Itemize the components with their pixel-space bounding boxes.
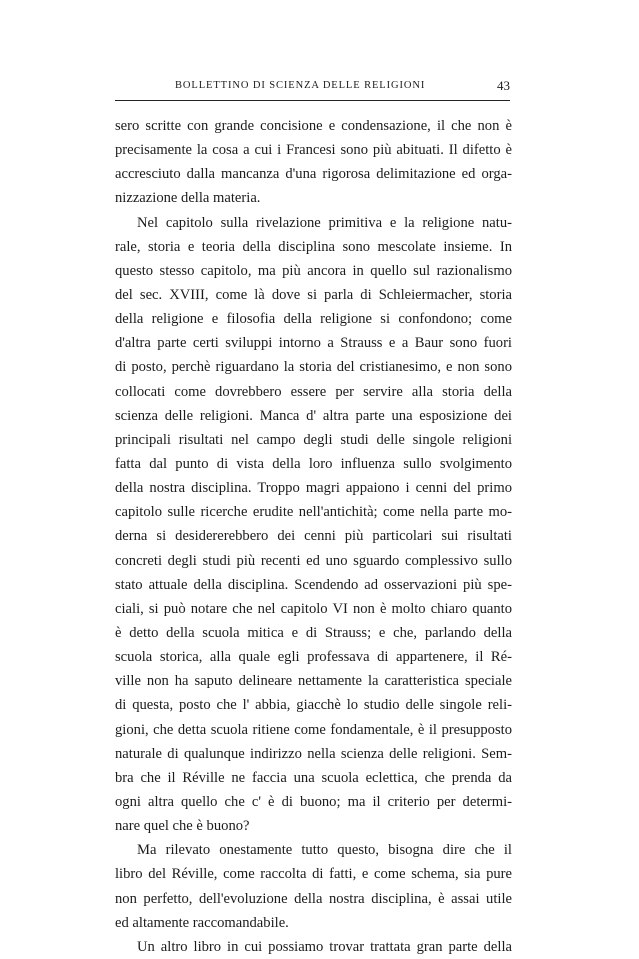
text-line: ed altamente raccomandabile. bbox=[115, 914, 289, 931]
text-line: concreti degli studi più recenti ed uno sguardo complessivo sullo bbox=[115, 552, 512, 569]
text-line: precisamente la cosa a cui i Francesi sono più abituati. Il difetto è bbox=[115, 142, 512, 159]
text-line: è detto della scuola mitica e di Strauss; e che, parlando della bbox=[115, 624, 512, 641]
text-line: collocati come dovrebbero essere per servire alla storia della bbox=[115, 383, 512, 400]
text-line: fatta dal punto di vista della loro influenza sullo svolgimento bbox=[115, 455, 512, 472]
text-line: stato attuale della disciplina. Scendendo ad osservazioni più spe- bbox=[115, 576, 512, 593]
text-line: principali risultati nel campo degli studi delle singole religioni bbox=[115, 431, 512, 448]
text-line: Un altro libro in cui possiamo trovar trattata gran parte della bbox=[137, 938, 512, 955]
text-line: nare quel che è buono? bbox=[115, 818, 250, 835]
text-line: della religione e filosofia della religione si confondono; come bbox=[115, 311, 512, 328]
text-line: scuola storica, alla quale egli professava di appartenere, il Ré- bbox=[115, 649, 512, 666]
text-line: naturale di qualunque indirizzo nella scienza delle religioni. Sem- bbox=[115, 745, 512, 762]
text-line: nizzazione della materia. bbox=[115, 190, 261, 207]
running-head bbox=[115, 78, 510, 94]
text-line: ville non ha saputo delineare nettamente la caratteristica speciale bbox=[115, 673, 512, 690]
text-line: del sec. XVIII, come là dove si parla di Schleiermacher, storia bbox=[115, 286, 512, 303]
text-line: ciali, si può notare che nel capitolo VI non è molto chiaro quanto bbox=[115, 600, 512, 617]
text-line: Ma rilevato onestamente tutto questo, bisogna dire che il bbox=[137, 842, 512, 859]
page-number: 43 bbox=[497, 78, 510, 93]
body-text bbox=[115, 114, 512, 959]
text-line: libro del Réville, come raccolta di fatti, e come schema, sia pure bbox=[115, 866, 512, 883]
text-line: Nel capitolo sulla rivelazione primitiva e la religione natu- bbox=[137, 214, 512, 231]
text-line: di questa, posto che l' abbia, giacchè lo studio delle singole reli- bbox=[115, 697, 512, 714]
text-line: ogni altra quello che c' è di buono; ma il criterio per determi- bbox=[115, 793, 512, 810]
text-line: rale, storia e teoria della disciplina sono mescolate insieme. In bbox=[115, 238, 512, 255]
text-line: accresciuto dalla mancanza d'una rigorosa delimitazione ed orga- bbox=[115, 166, 512, 183]
text-line: non perfetto, dell'evoluzione della nostra disciplina, è assai utile bbox=[115, 890, 512, 907]
running-title: BOLLETTINO DI SCIENZA DELLE RELIGIONI bbox=[175, 80, 426, 91]
text-line: della nostra disciplina. Troppo magri appaiono i cenni del primo bbox=[115, 480, 512, 497]
text-line: bra che il Réville ne faccia una scuola eclettica, che prenda da bbox=[115, 769, 512, 786]
text-line: questo stesso capitolo, ma più ancora in quello sul razionalismo bbox=[115, 262, 512, 279]
text-line: derna si desidererebbero dei cenni più particolari sui risultati bbox=[115, 528, 512, 545]
text-line: scienza delle religioni. Manca d' altra parte una esposizione dei bbox=[115, 407, 512, 424]
text-line: di posto, perchè riguardano la storia del cristianesimo, e non sono bbox=[115, 359, 512, 376]
text-line: d'altra parte certi sviluppi intorno a Strauss e a Baur sono fuori bbox=[115, 335, 512, 352]
text-line: sero scritte con grande concisione e condensazione, il che non è bbox=[115, 118, 512, 134]
text-line: capitolo sulle ricerche erudite nell'antichità; come nella parte mo- bbox=[115, 504, 512, 521]
text-line: gioni, che detta scuola ritiene come fondamentale, è il presupposto bbox=[115, 721, 512, 738]
header-rule bbox=[115, 100, 510, 101]
